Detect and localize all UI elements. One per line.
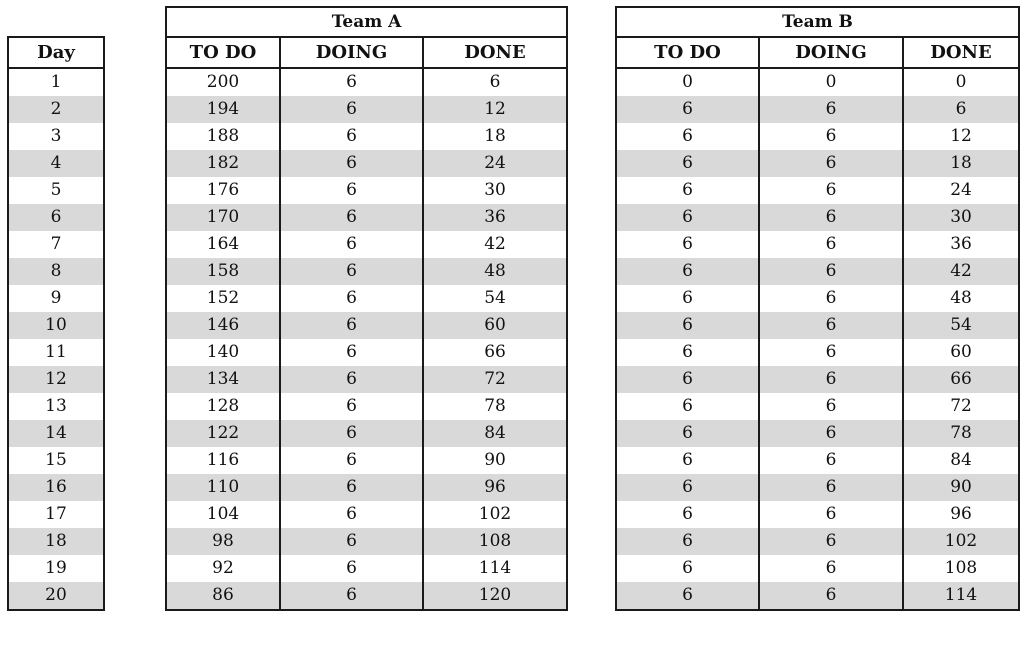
cell-day: 16 — [8, 474, 104, 501]
team-b-table-row — [616, 447, 1019, 474]
cell-doing: 6 — [280, 150, 423, 177]
cell-doing: 6 — [280, 366, 423, 393]
cell-doing: 6 — [759, 474, 903, 501]
team-b-header-row — [616, 37, 1019, 68]
cell-day: 1 — [8, 68, 104, 96]
day-table-row — [8, 231, 104, 258]
cell-done: 30 — [903, 204, 1019, 231]
day-table-row — [8, 528, 104, 555]
day-table-body — [8, 68, 104, 610]
cell-done: 108 — [423, 528, 567, 555]
cell-to-do: 146 — [166, 312, 280, 339]
day-table-row — [8, 366, 104, 393]
team-a-table-row — [166, 204, 567, 231]
team-a-table-row — [166, 447, 567, 474]
cell-doing: 6 — [280, 501, 423, 528]
day-table-row — [8, 582, 104, 610]
day-table-row — [8, 96, 104, 123]
cell-doing: 6 — [759, 393, 903, 420]
team-b-table-row — [616, 258, 1019, 285]
team-b-table-row — [616, 150, 1019, 177]
cell-to-do: 6 — [616, 582, 759, 610]
cell-to-do: 6 — [616, 123, 759, 150]
cell-to-do: 92 — [166, 555, 280, 582]
cell-day: 18 — [8, 528, 104, 555]
cell-to-do: 176 — [166, 177, 280, 204]
team-b-table-row — [616, 555, 1019, 582]
team-a-table-row — [166, 312, 567, 339]
team-a-header-row — [166, 37, 567, 68]
team-a-table-row — [166, 366, 567, 393]
cell-to-do: 200 — [166, 68, 280, 96]
cell-done: 48 — [423, 258, 567, 285]
cell-to-do: 158 — [166, 258, 280, 285]
cell-done: 90 — [423, 447, 567, 474]
cell-done: 96 — [423, 474, 567, 501]
day-table-row — [8, 447, 104, 474]
team-a-table-row — [166, 96, 567, 123]
cell-done: 36 — [423, 204, 567, 231]
cell-day: 3 — [8, 123, 104, 150]
team-b-table-row — [616, 366, 1019, 393]
cell-done: 18 — [423, 123, 567, 150]
team-b-table-row — [616, 96, 1019, 123]
cell-to-do: 6 — [616, 231, 759, 258]
cell-done: 12 — [423, 96, 567, 123]
cell-doing: 6 — [759, 582, 903, 610]
cell-to-do: 164 — [166, 231, 280, 258]
cell-day: 7 — [8, 231, 104, 258]
cell-done: 54 — [423, 285, 567, 312]
cell-done: 24 — [903, 177, 1019, 204]
cell-day: 4 — [8, 150, 104, 177]
cell-doing: 6 — [280, 393, 423, 420]
cell-to-do: 0 — [616, 68, 759, 96]
day-table-row — [8, 420, 104, 447]
cell-done: 108 — [903, 555, 1019, 582]
cell-doing: 6 — [280, 312, 423, 339]
column-header-done: DONE — [423, 37, 567, 68]
cell-to-do: 110 — [166, 474, 280, 501]
cell-doing: 6 — [759, 339, 903, 366]
team-b-table-row — [616, 68, 1019, 96]
cell-to-do: 6 — [616, 420, 759, 447]
cell-doing: 6 — [759, 150, 903, 177]
cell-done: 84 — [903, 447, 1019, 474]
day-table-row — [8, 501, 104, 528]
team-a-title-row — [166, 7, 567, 37]
cell-day: 5 — [8, 177, 104, 204]
cell-doing: 6 — [280, 68, 423, 96]
team-a-title: Team A — [166, 7, 567, 37]
cell-doing: 6 — [759, 420, 903, 447]
cell-doing: 6 — [280, 582, 423, 610]
cell-done: 48 — [903, 285, 1019, 312]
cell-to-do: 6 — [616, 177, 759, 204]
team-b-table-row — [616, 501, 1019, 528]
cell-to-do: 86 — [166, 582, 280, 610]
cell-done: 60 — [903, 339, 1019, 366]
cell-to-do: 182 — [166, 150, 280, 177]
cell-doing: 6 — [280, 285, 423, 312]
cell-day: 14 — [8, 420, 104, 447]
day-table-row — [8, 150, 104, 177]
cell-doing: 6 — [280, 204, 423, 231]
cell-done: 84 — [423, 420, 567, 447]
cell-to-do: 134 — [166, 366, 280, 393]
team-a-table-row — [166, 68, 567, 96]
cell-day: 11 — [8, 339, 104, 366]
cell-doing: 6 — [280, 123, 423, 150]
day-table-row — [8, 68, 104, 96]
cell-to-do: 6 — [616, 393, 759, 420]
cell-to-do: 116 — [166, 447, 280, 474]
cell-to-do: 6 — [616, 447, 759, 474]
column-header-day: Day — [8, 37, 104, 68]
team-b-table-row — [616, 177, 1019, 204]
team-b-table-row — [616, 393, 1019, 420]
team-b-table-row — [616, 285, 1019, 312]
cell-to-do: 6 — [616, 204, 759, 231]
cell-done: 120 — [423, 582, 567, 610]
cell-doing: 6 — [759, 96, 903, 123]
cell-done: 6 — [903, 96, 1019, 123]
cell-done: 36 — [903, 231, 1019, 258]
cell-done: 66 — [903, 366, 1019, 393]
cell-day: 10 — [8, 312, 104, 339]
cell-doing: 6 — [759, 366, 903, 393]
team-b-title: Team B — [616, 7, 1019, 37]
cell-doing: 6 — [280, 555, 423, 582]
day-table-row — [8, 258, 104, 285]
cell-done: 114 — [423, 555, 567, 582]
day-table-row — [8, 123, 104, 150]
cell-done: 54 — [903, 312, 1019, 339]
cell-to-do: 6 — [616, 312, 759, 339]
column-header-to-do: TO DO — [166, 37, 280, 68]
team-a-table-row — [166, 339, 567, 366]
team-b-table-row — [616, 474, 1019, 501]
team-b-table-row — [616, 582, 1019, 610]
cell-done: 66 — [423, 339, 567, 366]
cell-doing: 6 — [759, 312, 903, 339]
cell-done: 42 — [423, 231, 567, 258]
cell-done: 114 — [903, 582, 1019, 610]
cell-done: 18 — [903, 150, 1019, 177]
cell-done: 96 — [903, 501, 1019, 528]
column-header-doing: DOING — [280, 37, 423, 68]
cell-to-do: 6 — [616, 285, 759, 312]
cell-doing: 6 — [280, 177, 423, 204]
cell-done: 30 — [423, 177, 567, 204]
team-b-table-row — [616, 123, 1019, 150]
day-table-row — [8, 555, 104, 582]
cell-doing: 6 — [280, 258, 423, 285]
column-header-to-do: TO DO — [616, 37, 759, 68]
column-header-done: DONE — [903, 37, 1019, 68]
cell-to-do: 6 — [616, 366, 759, 393]
cell-to-do: 6 — [616, 528, 759, 555]
cell-day: 19 — [8, 555, 104, 582]
cell-done: 72 — [903, 393, 1019, 420]
cell-doing: 6 — [759, 528, 903, 555]
cell-done: 60 — [423, 312, 567, 339]
day-table-row — [8, 339, 104, 366]
cell-day: 12 — [8, 366, 104, 393]
cell-doing: 6 — [280, 231, 423, 258]
team-a-table-row — [166, 231, 567, 258]
team-a-table-row — [166, 528, 567, 555]
cell-to-do: 6 — [616, 501, 759, 528]
cell-doing: 6 — [759, 447, 903, 474]
cell-doing: 6 — [759, 501, 903, 528]
team-a-table-body — [166, 68, 567, 610]
cell-to-do: 98 — [166, 528, 280, 555]
cell-to-do: 6 — [616, 339, 759, 366]
cell-doing: 6 — [759, 177, 903, 204]
cell-day: 17 — [8, 501, 104, 528]
team-b-table-row — [616, 204, 1019, 231]
cell-doing: 6 — [280, 447, 423, 474]
cell-to-do: 188 — [166, 123, 280, 150]
cell-day: 6 — [8, 204, 104, 231]
team-a-table-row — [166, 582, 567, 610]
team-b-table-row — [616, 339, 1019, 366]
cell-done: 78 — [903, 420, 1019, 447]
cell-to-do: 122 — [166, 420, 280, 447]
cell-done: 90 — [903, 474, 1019, 501]
cell-day: 8 — [8, 258, 104, 285]
cell-to-do: 6 — [616, 150, 759, 177]
team-a-table-row — [166, 177, 567, 204]
day-table-row — [8, 312, 104, 339]
cell-doing: 6 — [280, 528, 423, 555]
team-b-table-row — [616, 231, 1019, 258]
cell-to-do: 128 — [166, 393, 280, 420]
cell-doing: 6 — [759, 258, 903, 285]
team-a-table-row — [166, 555, 567, 582]
team-b-table-row — [616, 312, 1019, 339]
day-table-row — [8, 285, 104, 312]
day-table-row — [8, 474, 104, 501]
day-table — [7, 36, 105, 611]
team-b-table-row — [616, 528, 1019, 555]
day-header-row — [8, 37, 104, 68]
cell-doing: 6 — [759, 123, 903, 150]
cell-doing: 6 — [280, 339, 423, 366]
cell-done: 102 — [903, 528, 1019, 555]
cell-to-do: 6 — [616, 555, 759, 582]
cell-to-do: 194 — [166, 96, 280, 123]
day-table-row — [8, 393, 104, 420]
team-b-table — [615, 6, 1020, 611]
cell-done: 72 — [423, 366, 567, 393]
cell-to-do: 6 — [616, 474, 759, 501]
cell-day: 9 — [8, 285, 104, 312]
cell-done: 102 — [423, 501, 567, 528]
cell-to-do: 170 — [166, 204, 280, 231]
cell-day: 13 — [8, 393, 104, 420]
cell-doing: 6 — [759, 231, 903, 258]
cell-day: 20 — [8, 582, 104, 610]
team-a-table-row — [166, 258, 567, 285]
cell-done: 6 — [423, 68, 567, 96]
cell-done: 42 — [903, 258, 1019, 285]
cell-done: 12 — [903, 123, 1019, 150]
team-a-table-row — [166, 285, 567, 312]
team-b-title-row — [616, 7, 1019, 37]
cell-doing: 6 — [280, 474, 423, 501]
cell-to-do: 140 — [166, 339, 280, 366]
cell-done: 0 — [903, 68, 1019, 96]
team-a-table-row — [166, 474, 567, 501]
cell-to-do: 6 — [616, 258, 759, 285]
cell-doing: 6 — [280, 420, 423, 447]
cell-done: 78 — [423, 393, 567, 420]
team-b-table-row — [616, 420, 1019, 447]
cell-doing: 6 — [759, 285, 903, 312]
team-a-table-row — [166, 123, 567, 150]
team-b-table-body — [616, 68, 1019, 610]
team-a-table-row — [166, 501, 567, 528]
team-a-table-row — [166, 150, 567, 177]
cell-doing: 6 — [759, 204, 903, 231]
cell-doing: 6 — [280, 96, 423, 123]
cell-to-do: 104 — [166, 501, 280, 528]
team-a-table-row — [166, 393, 567, 420]
column-header-doing: DOING — [759, 37, 903, 68]
cell-to-do: 152 — [166, 285, 280, 312]
day-table-row — [8, 204, 104, 231]
cell-day: 2 — [8, 96, 104, 123]
cell-done: 24 — [423, 150, 567, 177]
cell-to-do: 6 — [616, 96, 759, 123]
cell-doing: 0 — [759, 68, 903, 96]
team-a-table-row — [166, 420, 567, 447]
cell-doing: 6 — [759, 555, 903, 582]
team-a-table — [165, 6, 568, 611]
cell-day: 15 — [8, 447, 104, 474]
day-table-row — [8, 177, 104, 204]
